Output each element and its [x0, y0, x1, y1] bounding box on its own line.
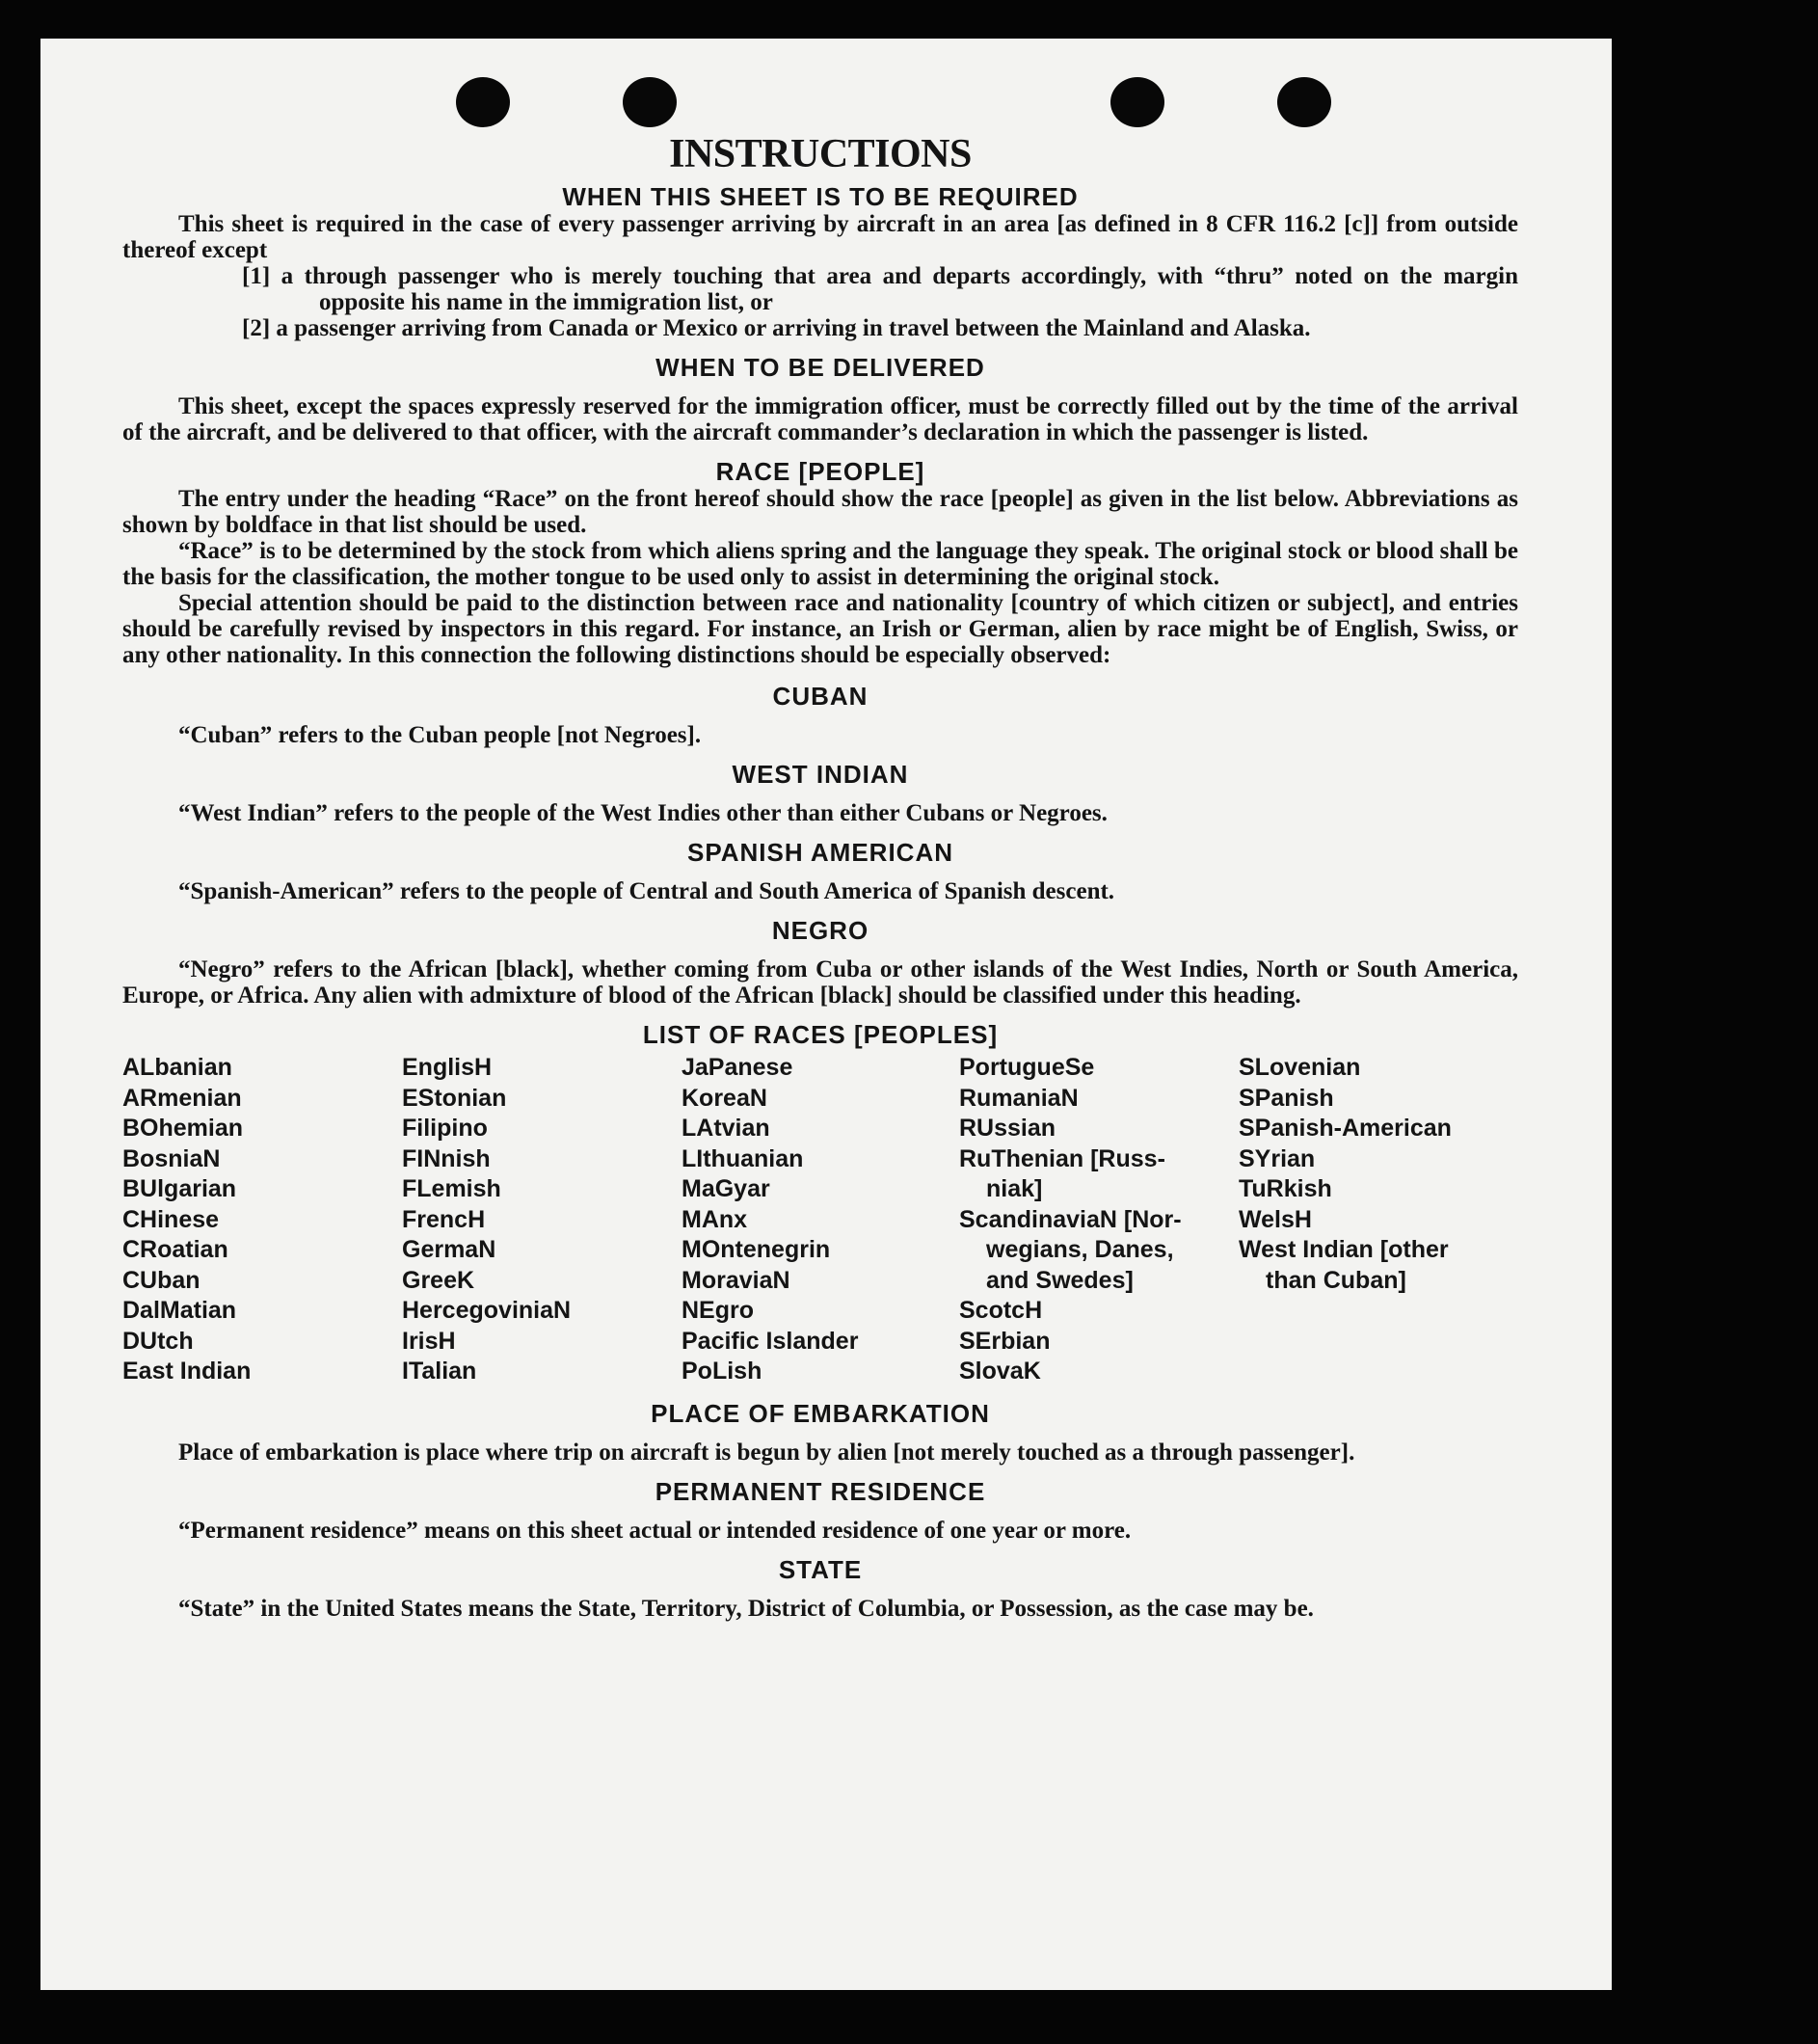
list-item: [2] a passenger arriving from Canada or Mexico or arriving in travel between the Mainland and Alaska. [242, 315, 1311, 341]
paragraph: “Negro” refers to the African [black], whether coming from Cuba or other islands of the West Indies, North or South America, Europe, or Africa. Any alien with admixture of blood of the African [black] should be classified under this heading. [122, 956, 1518, 1009]
race-item: West Indian [other [1239, 1236, 1449, 1263]
paragraph: “State” in the United States means the State, Territory, District of Columbia, or Possession, as the case may be. [178, 1595, 1314, 1622]
race-item: SLovenian [1239, 1054, 1361, 1081]
punch-hole-4 [1277, 77, 1331, 127]
punch-hole-2 [623, 77, 677, 127]
section-heading: SPANISH AMERICAN [686, 838, 953, 867]
punch-hole-3 [1110, 77, 1164, 127]
section-heading: RACE [PEOPLE] [715, 457, 925, 486]
race-item: SErbian [959, 1327, 1051, 1355]
race-item: CHinese [122, 1205, 220, 1233]
paragraph: “Permanent residence” means on this sheet actual or intended residence of one year or more. [178, 1517, 1132, 1544]
race-item: Pacific Islander [682, 1327, 859, 1355]
section-heading: WHEN TO BE DELIVERED [655, 353, 985, 382]
race-item: EStonian [402, 1084, 507, 1112]
race-item-continued: and Swedes] [986, 1266, 1134, 1294]
punch-hole-1 [456, 77, 510, 127]
races-column-5 [1239, 1053, 1518, 1387]
races-column-1 [122, 1053, 402, 1387]
race-item: ScotcH [959, 1297, 1043, 1324]
section-heading: CUBAN [772, 682, 869, 711]
race-item: GermaN [402, 1236, 496, 1263]
race-item: CUban [122, 1266, 201, 1294]
race-item: CRoatian [122, 1236, 228, 1263]
paragraph: This sheet, except the spaces expressly reserved for the immigration officer, must be correctly filled out by the time of the arrival of the aircraft, and be delivered to that officer, with the aircraft commander’s declaration in which the passenger is listed. [122, 393, 1518, 445]
race-item: ARmenian [122, 1084, 242, 1112]
race-item: DUtch [122, 1327, 194, 1355]
race-item: BosniaN [122, 1144, 221, 1172]
paragraph: The entry under the heading “Race” on the front hereof should show the race [people] as given in the list below. Abbreviations as shown by boldface in that list should be used. [122, 486, 1518, 538]
instructions-content [122, 130, 1518, 1622]
paragraph: “Race” is to be determined by the stock from which aliens spring and the language they speak. The original stock or blood shall be the basis for the classification, the mother tongue to be used only to assist in determining the original stock. [122, 538, 1518, 590]
paragraph: Special attention should be paid to the distinction between race and nationality [country of which citizen or subject], and entries should be carefully revised by inspectors in this regard. For instance, an Irish or German, alien by race might be of English, Swiss, or any other nationality. In this connection the following distinctions should be especially observed: [122, 590, 1518, 668]
races-column-2 [402, 1053, 682, 1387]
page-title: INSTRUCTIONS [669, 132, 972, 176]
section-heading: STATE [778, 1554, 863, 1584]
section-heading: PERMANENT RESIDENCE [655, 1476, 986, 1506]
race-item: SPanish-American [1239, 1115, 1452, 1142]
race-item: PoLish [682, 1358, 762, 1385]
race-item: WelsH [1239, 1205, 1312, 1233]
race-item: FLemish [402, 1175, 501, 1202]
race-item: FrencH [402, 1205, 486, 1233]
race-item: LIthuanian [682, 1144, 804, 1172]
race-item: MoraviaN [682, 1266, 790, 1294]
race-item: RUssian [959, 1115, 1056, 1142]
race-item: RuThenian [Russ- [959, 1144, 1165, 1172]
races-column-4 [959, 1053, 1239, 1387]
race-item: SYrian [1239, 1144, 1316, 1172]
section-heading: NEGRO [771, 916, 869, 945]
race-item: LAtvian [682, 1115, 770, 1142]
race-item: ScandinaviaN [Nor- [959, 1205, 1182, 1233]
race-item: ITalian [402, 1358, 477, 1385]
race-item: HercegovinіaN [402, 1297, 572, 1324]
section-heading: WHEN THIS SHEET IS TO BE REQUIRED [562, 182, 1079, 211]
paragraph: Place of embarkation is place where trip on aircraft is begun by alien [not merely touched as a through passenger]. [178, 1439, 1355, 1466]
race-item: SPanish [1239, 1084, 1334, 1112]
paragraph: “Cuban” refers to the Cuban people [not Negroes]. [178, 722, 702, 748]
race-item: ALbanian [122, 1054, 232, 1081]
race-item: MOntenegrin [682, 1236, 831, 1263]
race-item: East Indian [122, 1358, 252, 1385]
section-heading: WEST INDIAN [732, 760, 909, 789]
race-item: GreeK [402, 1266, 475, 1294]
races-list [122, 1053, 1518, 1387]
race-item-continued: than Cuban] [1266, 1266, 1406, 1294]
race-item: DalMatian [122, 1297, 237, 1324]
race-item: KoreaN [682, 1084, 767, 1112]
race-item: Filipino [402, 1115, 488, 1142]
race-item: PortugueSe [959, 1054, 1095, 1081]
race-item: TuRkish [1239, 1175, 1332, 1202]
race-item: NEgro [682, 1297, 754, 1324]
section-heading: PLACE OF EMBARKATION [651, 1398, 990, 1428]
paragraph: “West Indian” refers to the people of the West Indies other than either Cubans or Negroes. [178, 800, 1108, 826]
race-item-continued: wegians, Danes, [986, 1236, 1174, 1263]
paragraph: “Spanish-American” refers to the people of Central and South America of Spanish descent. [178, 878, 1115, 904]
paragraph: This sheet is required in the case of every passenger arriving by aircraft in an area [as defined in 8 CFR 116.2 [c]] from outside thereof except [122, 211, 1518, 263]
race-item: MaGyar [682, 1175, 770, 1202]
race-item: BUlgarian [122, 1175, 237, 1202]
race-item: FINnish [402, 1144, 491, 1172]
document-page [40, 39, 1612, 1990]
race-item: RumaniaN [959, 1084, 1079, 1112]
race-item: EnglisH [402, 1054, 493, 1081]
race-item: IrisH [402, 1327, 456, 1355]
race-item: SlovaK [959, 1358, 1041, 1385]
list-item: [1] a through passenger who is merely touching that area and departs accordingly, with “thru” noted on the margin opposite his name in the immigration list, or [242, 263, 1518, 315]
race-item-continued: niak] [986, 1175, 1043, 1202]
race-item: JaPanese [682, 1054, 793, 1081]
race-item: MAnx [682, 1205, 748, 1233]
race-item: BOhemian [122, 1115, 244, 1142]
races-column-3 [682, 1053, 959, 1387]
races-heading: LIST OF RACES [PEOPLES] [642, 1020, 999, 1049]
